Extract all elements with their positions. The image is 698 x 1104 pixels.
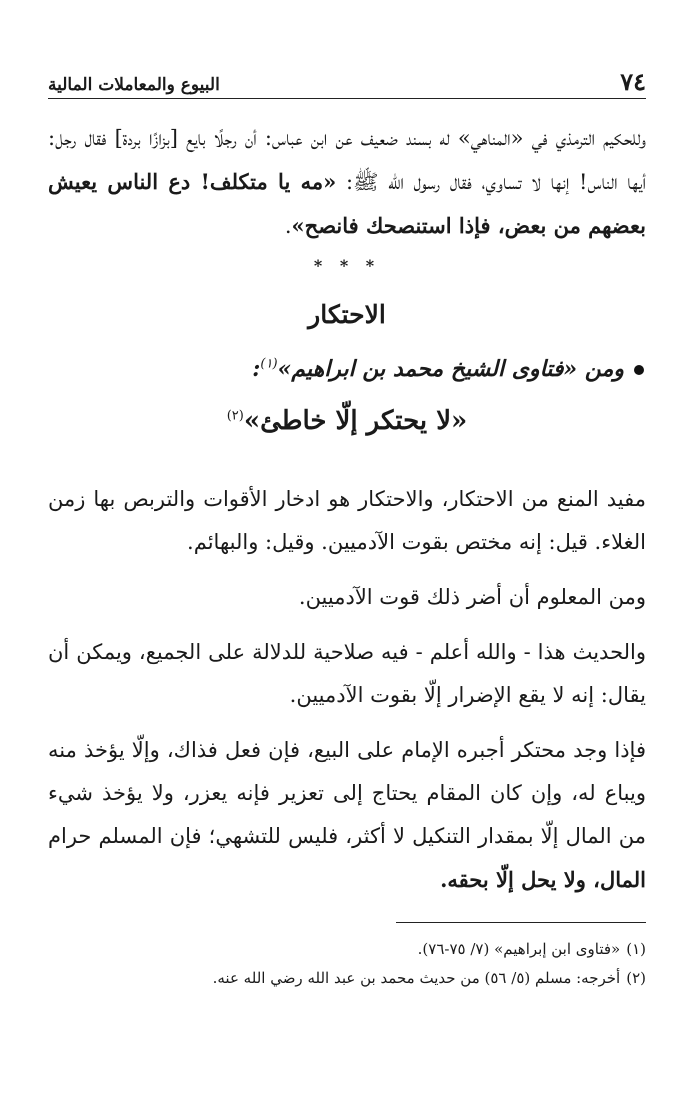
footnote-divider — [396, 922, 646, 923]
footnote-ref-1[interactable]: (١) — [260, 356, 278, 372]
page-number: ٧٤ — [620, 67, 646, 96]
hadith-quote: «مه يا متكلف! دع الناس يعيش بعضهم من بعض، فإذا استنصحك فانصح» — [48, 169, 646, 238]
footnote-2-text: أخرجه: مسلم (٥/ ٥٦) من حديث محمد بن عبد الله رضي الله عنه. — [212, 969, 621, 987]
footnote-2 — [48, 964, 646, 993]
section-title: الاحتكار — [308, 300, 386, 329]
paragraph-hadith-intro: وللحكيم الترمذي في «المناهي» له بسند ضعيف عن ابن عباس: أن رجلًا بايع [بزازًا بردة] فقال رجل: أيها الناس! إنها لا تساوي، فقال رسول الله ﷺ: — [48, 126, 646, 194]
footnote-1 — [48, 935, 646, 964]
bullet-icon — [634, 365, 644, 375]
footnotes — [48, 935, 646, 993]
source-line — [48, 356, 646, 398]
page-header — [48, 58, 646, 99]
paragraph-most-harmful: ومن المعلوم أن أضر ذلك قوت الآدميين. — [298, 585, 646, 609]
paragraph-enforcement — [48, 729, 646, 902]
footnote-ref-2[interactable]: (٢) — [226, 408, 244, 424]
footnote-1-text: «فتاوى ابن إبراهيم» (٧/ ٧٥-٧٦). — [417, 940, 621, 958]
book-page — [48, 58, 646, 993]
footnote-1-number: (١) — [626, 940, 646, 958]
paragraph-enforcement-text: فإذا وجد محتكر أجبره الإمام على البيع، فإن فعل فذاك، وإلّا يؤخذ منه ويباع له، وإن كان المقام يحتاج إلى تعزير فإنه يعزر، ولا يؤخذ شيء من المال إلّا بمقدار التنكيل لا أكثر، فليس للتشهي؛ فإن المسلم حرام — [48, 738, 646, 848]
ruling-text: «لا يحتكر إلّا خاطئ» — [243, 406, 468, 436]
paragraph-enforcement-bold: المال، ولا يحل إلّا بحقه — [447, 867, 646, 892]
ruling-heading — [48, 406, 646, 456]
paragraph-generality: والحديث هذا - والله أعلم - فيه صلاحية للدلالة على الجميع، ويمكن أن يقال: إنه لا يقع الإضرار إلّا بقوت الآدميين. — [48, 640, 646, 707]
paragraph-hadith-end: . — [284, 214, 292, 238]
footnote-2-number: (٢) — [626, 969, 646, 987]
source-line-colon: : — [252, 356, 261, 382]
section-separator: * * * — [313, 256, 381, 275]
paragraph-enforcement-end: . — [440, 867, 448, 892]
paragraph-definition: مفيد المنع من الاحتكار، والاحتكار هو ادخار الأقوات والتربص بها زمن الغلاء. قيل: إنه مختص بقوت الآدميين. وقيل: والبهائم. — [48, 487, 646, 554]
paragraph-hadith — [48, 117, 646, 248]
source-line-text: ومن «فتاوى الشيخ محمد بن ابراهيم» — [277, 356, 624, 382]
running-title: البيوع والمعاملات المالية — [48, 75, 220, 95]
